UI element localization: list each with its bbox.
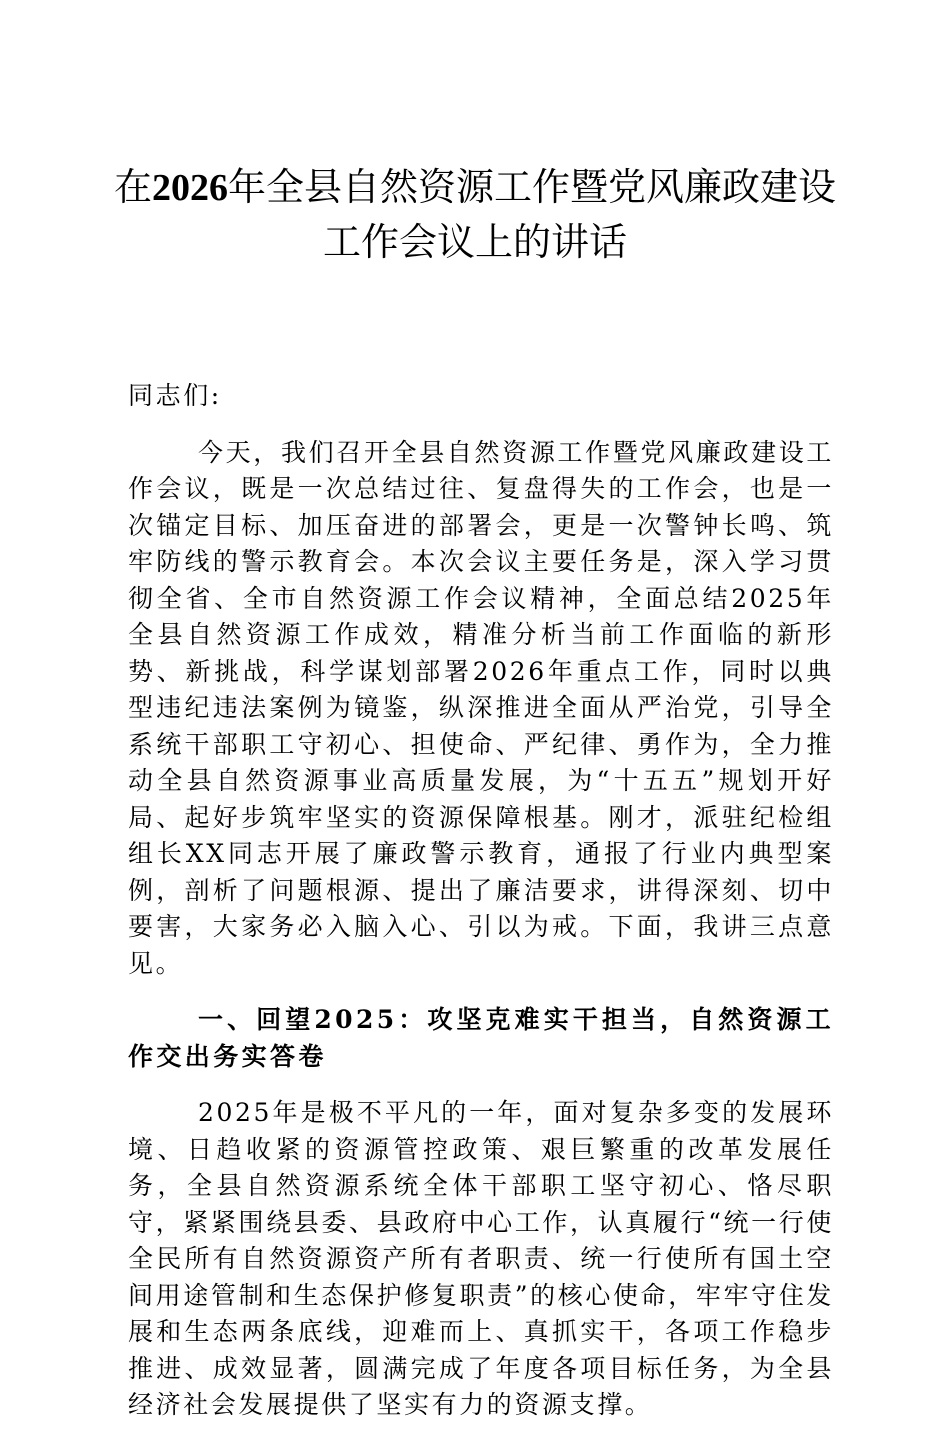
title-year: 2026: [152, 167, 228, 209]
greeting: 同志们:: [128, 381, 222, 410]
section-heading: 一、回望2025：攻坚克难实干担当，自然资源工作交出务实答卷: [128, 1005, 834, 1071]
document-body: [128, 378, 834, 1444]
title-suffix: 年全县自然资源工作暨党风廉政建设: [228, 165, 837, 209]
title-prefix: 在: [113, 165, 152, 209]
title-line-2: 工作会议上的讲话: [322, 220, 627, 264]
document-title: [100, 160, 850, 269]
paragraph-review: 2025年是极不平凡的一年，面对复杂多变的发展环境、日趋收紧的资源管控政策、艰巨繁重的改革发展任务，全县自然资源系统全体干部职工坚守初心、恪尽职守，紧紧围绕县委、县政府中心工作，认真履行“统一行使全民所有自然资源资产所有者职责、统一行使所有国土空间用途管制和生态保护修复职责”的核心使命，牢牢守住发展和生态两条底线，迎难而上、真抓实干，各项工作稳步推进、成效显著，圆满完成了年度各项目标任务，为全县经济社会发展提供了坚实有力的资源支撑。: [128, 1098, 834, 1419]
paragraph-intro: 今天，我们召开全县自然资源工作暨党风廉政建设工作会议，既是一次总结过往、复盘得失的工作会，也是一次锚定目标、加压奋进的部署会，更是一次警钟长鸣、筑牢防线的警示教育会。本次会议主要任务是，深入学习贯彻全省、全市自然资源工作会议精神，全面总结2025年全县自然资源工作成效，精准分析当前工作面临的新形势、新挑战，科学谋划部署2026年重点工作，同时以典型违纪违法案例为镜鉴，纵深推进全面从严治党，引导全系统干部职工守初心、担使命、严纪律、勇作为，全力推动全县自然资源事业高质量发展，为“十五五”规划开好局、起好步筑牢坚实的资源保障根基。刚才，派驻纪检组组长XX同志开展了廉政警示教育，通报了行业内典型案例，剖析了问题根源、提出了廉洁要求，讲得深刻、切中要害，大家务必入脑入心、引以为戒。下面，我讲三点意见。: [128, 437, 834, 978]
title-line-1: [100, 160, 850, 215]
